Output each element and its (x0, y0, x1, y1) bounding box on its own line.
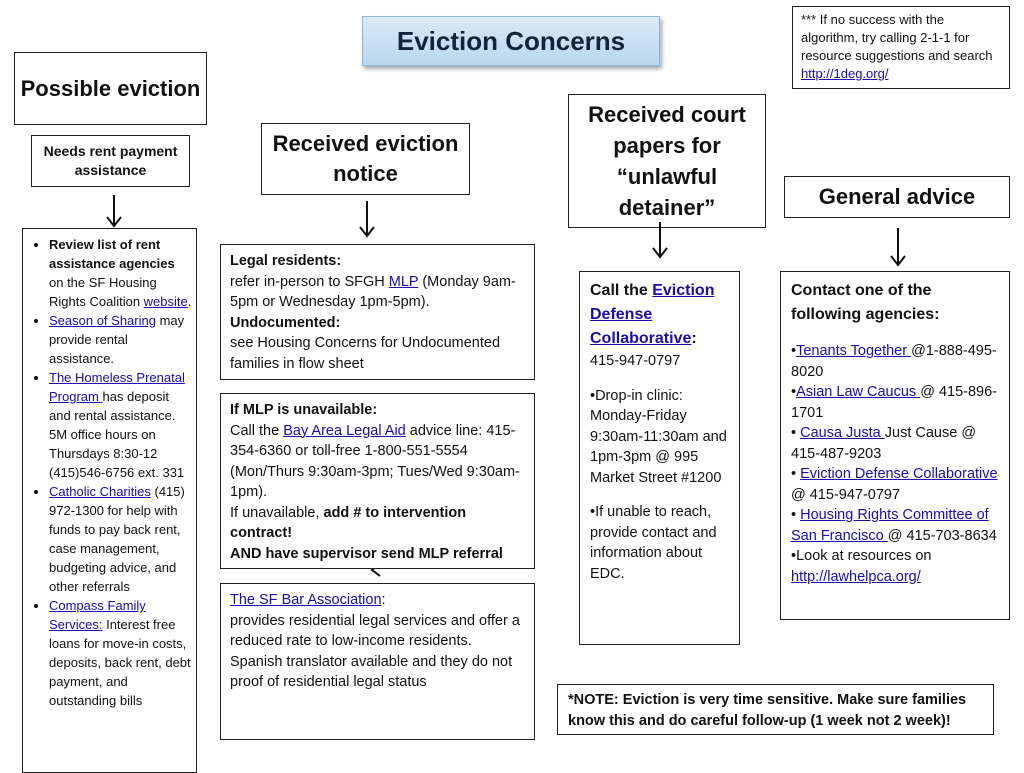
page-title: Eviction Concerns (362, 16, 660, 66)
edc-phone: 415-947-0797 (590, 353, 681, 369)
edc-agency-link[interactable]: Eviction Defense Collaborative (800, 466, 998, 482)
tenants-together-link[interactable]: Tenants Together (796, 343, 912, 359)
court-papers-label: Received court papers for “unlawful detainer” (588, 102, 746, 220)
intervention-contract-label: add # to intervention contract! (230, 504, 467, 541)
edc-box (579, 271, 740, 645)
homeless-prenatal-link[interactable]: The Homeless Prenatal Program (49, 370, 185, 404)
arrow-down-icon (357, 201, 377, 239)
edc-text: : (691, 330, 697, 347)
sf-bar-box (220, 583, 535, 740)
catholic-charities-link[interactable]: Catholic Charities (49, 484, 151, 499)
rent-list-label: Review list of rent assistance agencies (49, 237, 175, 271)
top-note (792, 6, 1010, 89)
arrow-down-icon (650, 222, 670, 260)
list-bullet: • (791, 466, 801, 482)
list-item (49, 235, 192, 311)
list-item (49, 311, 192, 368)
undocumented-text: see Housing Concerns for Undocumented families in flow sheet (230, 335, 501, 372)
housing-rights-committee-link[interactable]: Housing Rights Committee of San Francisco (791, 507, 989, 544)
list-item-text: has deposit and rental assistance. 5M office hours on Thursdays 8:30-12 (415)546-6756 ext. 331 (49, 389, 185, 480)
mlp-unavailable-box (220, 393, 535, 569)
list-item-text: may provide rental assistance. (49, 313, 185, 366)
needs-rent-header (31, 135, 190, 187)
mlp-link[interactable]: MLP (388, 273, 419, 290)
oneDeg-link[interactable]: http://1deg.org/ (801, 66, 889, 81)
list-item-text: @ 415-947-0797 (791, 486, 901, 503)
list-item (791, 505, 999, 546)
list-item (791, 341, 999, 382)
list-item-text: •Look at resources on (791, 548, 932, 564)
possible-eviction-label: Possible eviction (20, 75, 201, 101)
causa-justa-link[interactable]: Causa Justa (800, 425, 885, 441)
list-item-text: @ 415-703-8634 (887, 527, 997, 544)
bay-area-legal-aid-link[interactable]: Bay Area Legal Aid (283, 422, 406, 439)
list-item (791, 546, 999, 587)
list-item-text: (415) 972-1300 for help with funds to pay back rent, case management, budgeting advice, and other referrals (49, 484, 185, 594)
arrow-down-icon (104, 195, 124, 229)
eviction-defense-collaborative-link[interactable]: Eviction Defense Collaborative (590, 282, 715, 347)
list-item (791, 464, 999, 505)
list-item-text: on the SF Housing Rights Coalition (49, 275, 157, 309)
website-link[interactable]: website (143, 294, 188, 309)
bottom-note-text: *NOTE: Eviction is very time sensitive. Make sure families know this and do careful follow-up (1 week not 2 week)! (568, 692, 967, 729)
list-bullet: • (791, 507, 801, 523)
top-note-text: *** If no success with the algorithm, try calling 2-1-1 for resource suggestions and search (801, 12, 993, 63)
list-item-text: @ 415-896-1701 (791, 384, 997, 421)
list-item (49, 482, 192, 596)
bottom-note (557, 684, 994, 735)
undocumented-label: Undocumented: (230, 314, 341, 331)
list-item-text: . (187, 294, 192, 309)
supervisor-referral-label: AND have supervisor send MLP referral (230, 545, 503, 562)
edc-text: Call the (590, 282, 653, 299)
mlp-text: Call the (230, 422, 284, 439)
bar-text: Spanish translator available and they do not proof of residential legal status (230, 653, 513, 690)
mlp-text: advice line: 415-354-6360 or toll-free 1-800-551-5554 (Mon/Thurs 9:30am-3pm; Tues/Wed 9:30am-1pm). (230, 422, 520, 500)
list-item-text: Just Cause @ 415-487-9203 (791, 425, 977, 462)
legal-residents-text: (Monday 9am-5pm or Wednesday 1pm-5pm). (230, 273, 516, 310)
legal-residents-text: refer in-person to SFGH (230, 273, 389, 290)
needs-rent-label: Needs rent payment assistance (43, 143, 178, 178)
compass-family-link[interactable]: Compass Family Services: (49, 598, 146, 632)
list-item (791, 382, 999, 423)
list-item (49, 596, 192, 710)
mlp-text: If unavailable, (230, 504, 324, 521)
list-item-text: @1-888-495-8020 (791, 343, 997, 380)
bar-text: : (381, 592, 386, 608)
general-advice-header (784, 176, 1010, 218)
list-item (791, 423, 999, 464)
arrow-down-icon (888, 228, 908, 268)
general-advice-label: General advice (818, 184, 976, 209)
list-item (49, 368, 192, 482)
list-item-text: Interest free loans for move-in costs, deposits, back rent, debt payment, and outstanding bills (49, 617, 191, 708)
possible-eviction-header (14, 52, 207, 125)
list-bullet: • (791, 425, 801, 441)
agencies-header: Contact one of the following agencies: (791, 282, 940, 323)
edc-unable: •If unable to reach, provide contact and information about EDC. (590, 504, 717, 582)
list-bullet: • (791, 384, 797, 400)
court-papers-header (568, 94, 766, 228)
received-notice-header (261, 123, 470, 195)
edc-dropin: •Drop-in clinic: Monday-Friday 9:30am-11:30am and 1pm-3pm @ 995 Market Street #1200 (590, 387, 727, 486)
mlp-unavailable-label: If MLP is unavailable: (230, 402, 378, 418)
rent-assistance-list (22, 228, 197, 773)
legal-residents-label: Legal residents: (230, 253, 342, 269)
asian-law-caucus-link[interactable]: Asian Law Caucus (796, 384, 921, 400)
bar-text: provides residential legal services and offer a reduced rate to low-income residents. (230, 612, 520, 649)
received-notice-label: Received eviction notice (272, 131, 459, 186)
list-bullet: • (791, 343, 797, 359)
sf-bar-association-link[interactable]: The SF Bar Association (230, 592, 382, 608)
legal-residents-box (220, 244, 535, 380)
agencies-box (780, 271, 1010, 620)
lawhelpca-link[interactable]: http://lawhelpca.org/ (791, 568, 921, 585)
season-of-sharing-link[interactable]: Season of Sharing (49, 313, 156, 328)
